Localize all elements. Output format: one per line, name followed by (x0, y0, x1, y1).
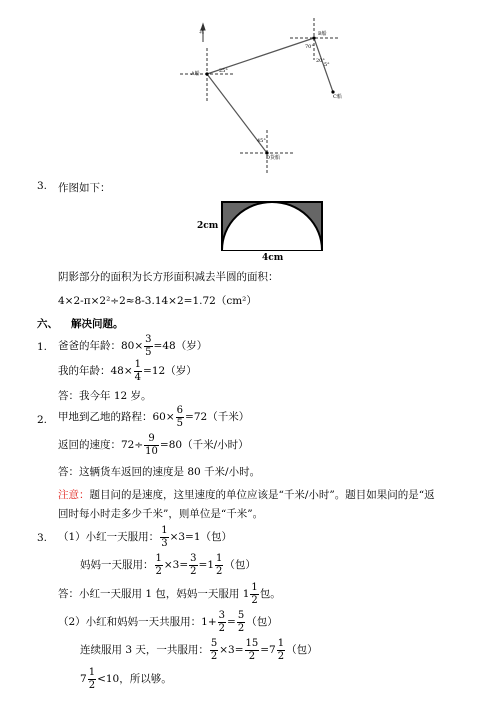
fraction (88, 668, 96, 691)
fraction-numerator: 1 (88, 666, 96, 678)
p3-answer-1 (58, 581, 281, 607)
fraction-denominator: 5 (176, 417, 184, 429)
north-label: 北 (199, 29, 205, 35)
height-label: 2cm (197, 221, 219, 231)
p2-note-line2: 回时每小时走多少千米”，则单位是“千米”。 (58, 508, 264, 520)
angle-b2-label: 20° (316, 58, 325, 64)
p3-line-b-text: 妈妈一天服用： (80, 559, 154, 571)
q3-number: 3. (37, 180, 48, 192)
fraction (237, 611, 245, 634)
fraction-numerator: 1 (155, 552, 162, 564)
fraction (189, 554, 197, 577)
fraction-numerator: 1 (251, 581, 258, 593)
p3-answer-1-text: 答：小红一天服用 1 包，妈妈一天服用 1 (58, 588, 250, 600)
fraction-denominator: 2 (216, 565, 223, 577)
p2-line2-text: 返回的速度：72÷ (58, 439, 144, 451)
point-c-label: C船 (333, 94, 342, 100)
p2-line1-text: 甲地到乙地的路程：60× (58, 411, 175, 423)
p2-answer: 答：这辆货车返回的速度是 80 千米/小时。 (58, 466, 261, 478)
fraction (277, 639, 285, 662)
angle-b1-label: 70° (305, 44, 314, 50)
point-a-label: A船 (191, 71, 200, 77)
p2-line2 (58, 432, 249, 458)
q3-intro: 作图如下： (58, 182, 111, 194)
fraction-denominator: 2 (190, 565, 197, 577)
fraction-numerator: 1 (216, 552, 223, 564)
fraction-denominator: 4 (134, 371, 142, 383)
fraction-numerator: 5 (237, 609, 245, 621)
fraction-numerator: 1 (161, 524, 168, 536)
note-label: 注意： (58, 489, 90, 501)
fraction-numerator: 1 (277, 637, 285, 649)
width-label: 4cm (262, 253, 284, 263)
fraction-numerator: 3 (145, 333, 152, 345)
p1-answer: 答：我今年 12 岁。 (58, 390, 152, 402)
angle-b3-label: 5° (324, 62, 330, 68)
p3-line-d-text: 连续服用 3 天，一共服用： (80, 644, 209, 656)
fraction-denominator: 3 (161, 537, 168, 549)
section-number: 六、 (37, 318, 58, 330)
point-d-label: D货船 (266, 155, 281, 161)
fraction (210, 639, 218, 662)
fraction-numerator: 15 (245, 637, 259, 649)
fraction-denominator: 2 (88, 679, 96, 691)
fraction (134, 360, 142, 383)
fraction-denominator: 10 (145, 445, 158, 457)
p1-line1 (58, 333, 207, 359)
p3-answer-1-end: 包。 (259, 588, 281, 600)
direction-map-diagram (170, 0, 350, 175)
fraction-denominator: 2 (248, 650, 256, 662)
fraction (245, 639, 260, 662)
fraction (144, 335, 152, 358)
fraction (176, 406, 184, 429)
fraction (155, 554, 163, 577)
p3-line-e (80, 666, 172, 692)
fraction-numerator: 6 (176, 404, 184, 416)
fraction (160, 526, 168, 549)
p1-line2 (58, 358, 197, 384)
p3-line-c-equals: = (227, 616, 236, 628)
p1-line2-result: =12（岁） (143, 365, 197, 377)
p3-number: 3. (37, 532, 48, 544)
rectangle-semicircle-figure (220, 200, 324, 252)
q3-description: 阴影部分的面积为长方形面积减去半圆的面积： (58, 271, 279, 283)
fraction-numerator: 3 (190, 552, 197, 564)
p3-line-c (58, 609, 278, 635)
fraction-denominator: 2 (251, 594, 258, 606)
fraction (218, 611, 226, 634)
p3-line-c-unit: （包） (246, 616, 278, 628)
p3-line-d-equals: =7 (260, 644, 276, 656)
fraction-numerator: 5 (210, 637, 218, 649)
p1-number: 1. (37, 341, 48, 353)
p3-line-d (80, 637, 318, 663)
fraction-denominator: 2 (210, 650, 218, 662)
fraction-numerator: 3 (218, 609, 226, 621)
fraction (215, 554, 223, 577)
p3-line-a-text: （1）小红一天服用： (58, 531, 160, 543)
p3-line-a (58, 524, 232, 550)
p3-line-c-text: （2）小红和妈妈一天共服用：1+ (58, 616, 217, 628)
p1-line2-text: 我的年龄：48× (58, 365, 133, 377)
p1-line1-result: =48（岁） (153, 340, 208, 352)
fraction-numerator: 1 (134, 358, 142, 370)
fraction-denominator: 2 (237, 622, 245, 634)
p2-line1 (58, 404, 249, 430)
fraction-denominator: 2 (277, 650, 285, 662)
fraction (250, 583, 258, 606)
fraction-numerator: 9 (144, 434, 159, 446)
fraction-denominator: 5 (145, 346, 152, 358)
p3-line-b-times: ×3= (163, 559, 189, 571)
p3-line-b-unit: （包） (224, 559, 256, 571)
p3-line-d-times: ×3= (219, 644, 244, 656)
p3-line-a-result: ×3=1（包） (169, 531, 233, 543)
p2-line1-result: =72（千米） (185, 411, 250, 423)
p3-line-b-equals: =1 (198, 559, 215, 571)
q3-formula: 4×2-π×2²÷2≈8-3.14×2=1.72（cm²） (58, 295, 257, 307)
section-title: 解决问题。 (71, 318, 124, 330)
p2-number: 2. (37, 414, 48, 426)
point-b-label: B船 (318, 31, 327, 37)
fraction-denominator: 2 (218, 622, 226, 634)
p3-line-b (80, 552, 256, 578)
p2-line2-result: =80（千米/小时） (159, 439, 249, 451)
p2-note-line1 (58, 487, 435, 502)
p3-line-e-result: <10，所以够。 (97, 673, 172, 685)
angle-a-label: 25° (219, 68, 228, 74)
fraction (144, 434, 159, 457)
fraction-denominator: 2 (155, 565, 162, 577)
p1-line1-text: 爸爸的年龄：80× (58, 340, 144, 352)
p3-line-d-unit: （包） (286, 644, 318, 656)
note-text: 题目问的是速度，这里速度的单位应该是“千米/小时”。题目如果问的是“返 (89, 489, 435, 501)
p3-line-e-text: 7 (80, 673, 87, 685)
angle-d-label: 45° (257, 138, 266, 144)
